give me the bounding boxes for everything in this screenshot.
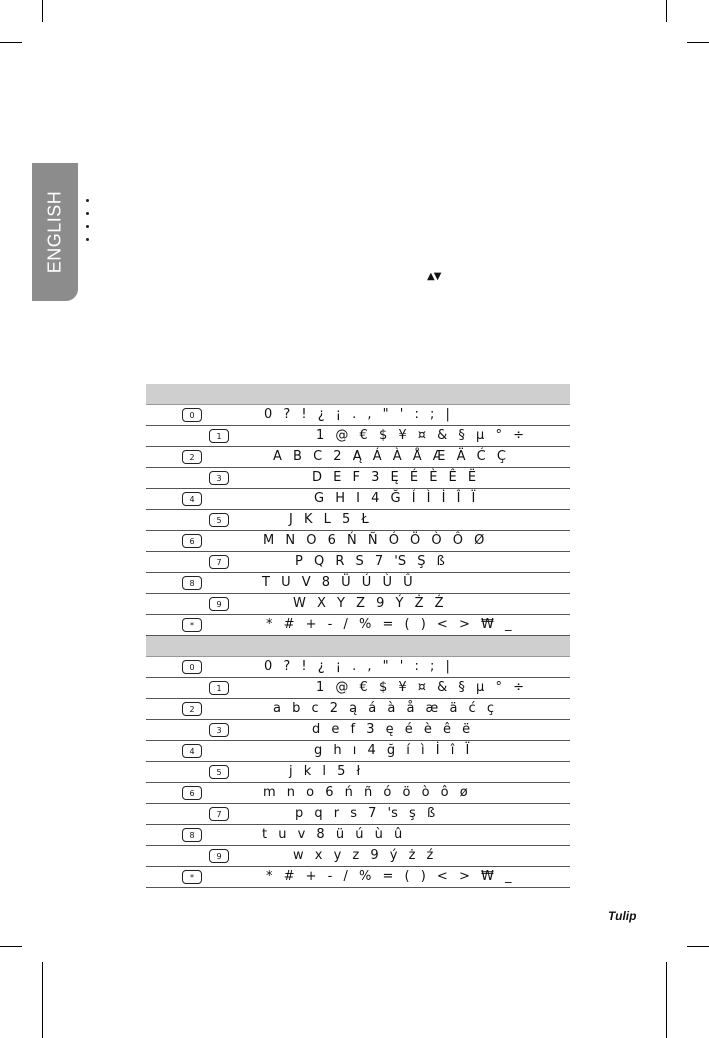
key-8-icon: 8 bbox=[182, 576, 202, 590]
character-list: G H I 4 Ğ Í Ì İ Î Ï bbox=[314, 491, 476, 506]
key-5-icon: 5 bbox=[209, 513, 229, 527]
crop-mark bbox=[42, 0, 43, 22]
table-row bbox=[146, 573, 570, 594]
key-8-icon: 8 bbox=[182, 828, 202, 842]
key-3-icon: 3 bbox=[209, 471, 229, 485]
key-1-icon: 1 bbox=[209, 429, 229, 443]
table-row bbox=[146, 615, 570, 636]
table-row bbox=[146, 405, 570, 426]
character-list: 0 ? ! ¿ ¡ . , " ' : ; | bbox=[264, 659, 450, 674]
key-1-icon: 1 bbox=[209, 681, 229, 695]
key-0-icon: 0 bbox=[182, 408, 202, 422]
key-9-icon: 9 bbox=[209, 597, 229, 611]
table-row bbox=[146, 846, 570, 867]
character-list: 1 @ € $ ¥ ¤ & § µ ° ÷ bbox=[316, 680, 524, 695]
key-5-icon: 5 bbox=[209, 765, 229, 779]
key-3-icon: 3 bbox=[209, 723, 229, 737]
language-tab-label: ENGLISH bbox=[44, 190, 65, 274]
table-header-uppercase bbox=[146, 384, 570, 405]
up-down-arrows-icon: ▲▼ bbox=[427, 271, 441, 282]
key-4-icon: 4 bbox=[182, 492, 202, 506]
character-list: 1 @ € $ ¥ ¤ & § µ ° ÷ bbox=[316, 428, 524, 443]
table-row bbox=[146, 510, 570, 531]
character-list: d e f 3 ę é è ê ë bbox=[312, 722, 471, 737]
language-tab bbox=[32, 163, 78, 301]
key-7-icon: 7 bbox=[209, 555, 229, 569]
character-table bbox=[146, 384, 570, 888]
uppercase-section bbox=[146, 405, 570, 636]
character-list: D E F 3 Ę É È Ê Ë bbox=[312, 470, 477, 485]
brand-logo: Tulip bbox=[608, 909, 637, 923]
table-row bbox=[146, 804, 570, 825]
character-list: a b c 2 ą á à å æ ä ć ç bbox=[273, 701, 494, 716]
bullet-dot bbox=[86, 212, 89, 215]
key-6-icon: 6 bbox=[182, 534, 202, 548]
character-list: * # + - / % = ( ) < > ₩ _ bbox=[266, 869, 512, 884]
bullet-dot bbox=[86, 225, 89, 228]
table-row bbox=[146, 657, 570, 678]
character-list: p q r s 7 's ş ß bbox=[295, 806, 436, 821]
table-row bbox=[146, 741, 570, 762]
key-2-icon: 2 bbox=[182, 702, 202, 716]
table-row bbox=[146, 720, 570, 741]
character-list: W X Y Z 9 Ý Ż Ź bbox=[293, 596, 444, 611]
table-row bbox=[146, 867, 570, 888]
table-row bbox=[146, 447, 570, 468]
crop-mark bbox=[666, 0, 667, 22]
bullet-dot bbox=[86, 238, 89, 241]
crop-mark bbox=[42, 962, 43, 1038]
key-0-icon: 0 bbox=[182, 660, 202, 674]
character-list: A B C 2 Ą Á À Å Æ Ä Ć Ç bbox=[273, 449, 506, 464]
character-list: J K L 5 Ł bbox=[289, 512, 369, 527]
character-list: w x y z 9 ý ż ź bbox=[293, 848, 434, 863]
table-row bbox=[146, 762, 570, 783]
key-7-icon: 7 bbox=[209, 807, 229, 821]
key-star-icon: * bbox=[182, 870, 202, 884]
crop-mark bbox=[666, 962, 667, 1038]
character-list: M N O 6 Ń Ñ Ó Ö Ò Ô Ø bbox=[263, 533, 485, 548]
table-row bbox=[146, 489, 570, 510]
key-9-icon: 9 bbox=[209, 849, 229, 863]
table-row bbox=[146, 825, 570, 846]
crop-mark bbox=[0, 42, 22, 43]
table-row bbox=[146, 678, 570, 699]
character-list: 0 ? ! ¿ ¡ . , " ' : ; | bbox=[264, 407, 450, 422]
table-row bbox=[146, 552, 570, 573]
key-4-icon: 4 bbox=[182, 744, 202, 758]
crop-mark bbox=[687, 946, 709, 947]
table-row bbox=[146, 699, 570, 720]
key-star-icon: * bbox=[182, 618, 202, 632]
table-row bbox=[146, 783, 570, 804]
bullet-dot bbox=[86, 199, 89, 202]
key-2-icon: 2 bbox=[182, 450, 202, 464]
bullet-list bbox=[86, 199, 89, 251]
table-row bbox=[146, 531, 570, 552]
key-6-icon: 6 bbox=[182, 786, 202, 800]
lowercase-section bbox=[146, 657, 570, 888]
character-list: g h ı 4 ğ í ì İ î Ï bbox=[314, 743, 470, 758]
crop-mark bbox=[687, 42, 709, 43]
table-row bbox=[146, 426, 570, 447]
character-list: * # + - / % = ( ) < > ₩ _ bbox=[266, 617, 512, 632]
character-list: P Q R S 7 'S Ş ß bbox=[295, 554, 445, 569]
table-row bbox=[146, 594, 570, 615]
character-list: t u v 8 ü ú ù û bbox=[262, 827, 403, 842]
character-list: T U V 8 Ü Ú Ù Û bbox=[262, 575, 413, 590]
table-row bbox=[146, 468, 570, 489]
table-header-lowercase bbox=[146, 636, 570, 657]
crop-mark bbox=[0, 946, 22, 947]
character-list: j k l 5 ł bbox=[289, 764, 361, 779]
character-list: m n o 6 ń ñ ó ö ò ô ø bbox=[263, 785, 468, 800]
